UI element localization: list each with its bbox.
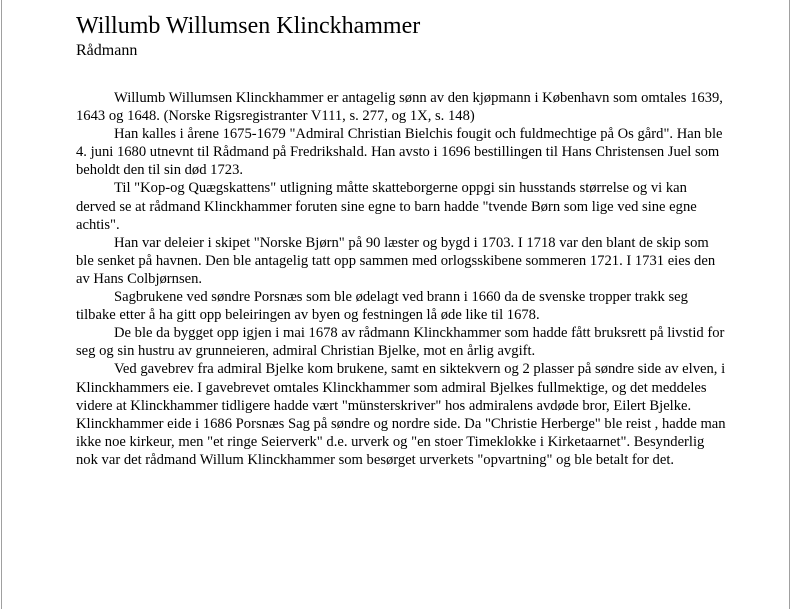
paragraph-7: Ved gavebrev fra admiral Bjelke kom brukene, samt en siktekvern og 2 plasser på søndre side av elven, i Klinckhammers eie. I gavebrevet omtales Klinckhammer som admiral Bjelkes fullmektige, og det meddeles videre at Klinckhammer tidligere hadde vært "münsterskriver" hos admiralens avdøde bror, Eilert Bjelke.	[76, 361, 726, 414]
document-subtitle: Rådmann	[76, 42, 138, 59]
document-content	[76, 12, 726, 469]
paragraph-8: Klinckhammer eide i 1686 Porsnæs Sag på søndre og nordre side. Da "Christie Herberge" ble reist , hadde man ikke noe kirkeur, men "et ringe Seierverk" d.e. urverk og "en stoer Timeklokke i Kirketaarnet". Besynderlig nok var det rådmand Willum Klinckhammer som besørget urverkets "opvartning" og ble betalt for det.	[76, 415, 726, 468]
paragraph-3: Til "Kop-og Quægskattens" utligning måtte skatteborgerne oppgi sin husstands størrelse og vi kan derved se at rådmand Klinckhammer foruten sine egne to barn hadde "tvende Børn som lige ved sine egne achtis".	[76, 180, 697, 233]
document-body	[76, 89, 726, 469]
paragraph-1: Willumb Willumsen Klinckhammer er antagelig sønn av den kjøpmann i København som omtales 1639, 1643 og 1648. (Norske Rigsregistranter V111, s. 277, og 1X, s. 148)	[76, 90, 723, 125]
paragraph-2: Han kalles i årene 1675-1679 "Admiral Christian Bielchis fougit och fuldmechtige på Os gård". Han ble 4. juni 1680 utnevnt til Rådmand på Fredrikshald. Han avsto i 1696 bestillingen til Hans Christensen Juel som beholdt den til sin død 1723.	[76, 126, 723, 179]
paragraph-6: De ble da bygget opp igjen i mai 1678 av rådmann Klinckhammer som hadde fått bruksrett på livstid for seg og sin hustru av grunneieren, admiral Christian Bjelke, mot en årlig avgift.	[76, 325, 725, 360]
paragraph-5: Sagbrukene ved søndre Porsnæs som ble ødelagt ved brann i 1660 da de svenske tropper trakk seg tilbake etter å ha gitt opp beleiringen av byen og festningen lå øde like til 1678.	[76, 289, 688, 324]
document-title: Willumb Willumsen Klinckhammer	[76, 13, 421, 39]
paragraph-4: Han var deleier i skipet "Norske Bjørn" på 90 læster og bygd i 1703. I 1718 var den blant de skip som ble senket på havnen. Den ble antagelig tatt opp sammen med orlogsskibene sommeren 1721. I 1731 eies den av Hans Colbjørnsen.	[76, 234, 716, 287]
